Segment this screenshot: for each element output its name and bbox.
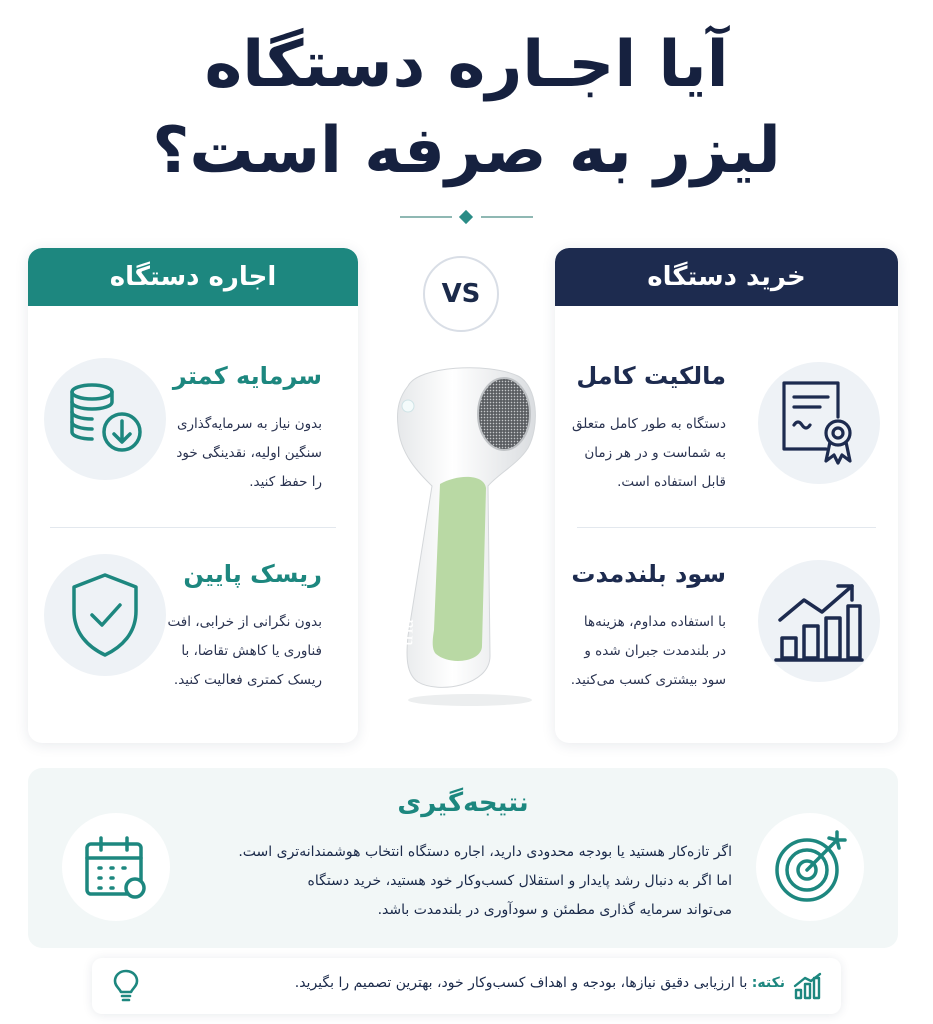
desc-line: قابل استفاده است. [617, 474, 726, 490]
desc-line: سود بیشتری کسب می‌کنید. [570, 672, 726, 688]
rent-feature-title: ریسک پایین [183, 560, 322, 588]
buy-feature-title: سود بلندمدت [571, 560, 726, 588]
conclusion-line: اگر تازه‌کار هستید یا بودجه محدودی دارید، اجاره دستگاه انتخاب هوشمندانه‌تری است. [238, 844, 732, 860]
conclusion-panel [28, 768, 898, 948]
rent-card [28, 248, 358, 743]
calendar-icon [62, 813, 170, 921]
desc-line: به شماست و در هر زمان [584, 445, 726, 461]
rent-feature-low-capital [28, 332, 358, 532]
certificate-icon [758, 362, 880, 484]
tip-body: با ارزیابی دقیق نیازها، بودجه و اهداف کسب‌وکار خود، بهترین تصمیم را بگیرید. [294, 975, 752, 991]
desc-line: در بلندمدت جبران شده و [584, 643, 726, 659]
buy-feature-desc [572, 410, 726, 497]
buy-feature-ownership [555, 332, 898, 532]
conclusion-line: می‌تواند سرمایه گذاری مطمئن و سودآوری در بلندمدت باشد. [377, 902, 732, 918]
vs-badge: VS [423, 256, 499, 332]
rent-feature-desc [167, 608, 322, 695]
divider [577, 527, 876, 528]
laser-device-icon [378, 356, 553, 706]
rent-feature-low-risk [28, 534, 358, 734]
desc-line: بدون نیاز به سرمایه‌گذاری [176, 416, 322, 432]
coins-download-icon [44, 358, 166, 480]
buy-card-header: خرید دستگاه [555, 248, 898, 306]
desc-line: سنگین اولیه، نقدینگی خود [176, 445, 322, 461]
desc-line: با استفاده مداوم، هزینه‌ها [583, 614, 726, 630]
laser-device-image [378, 356, 553, 706]
desc-line: بدون نگرانی از خرابی، افت [167, 614, 322, 630]
shield-check-icon [44, 554, 166, 676]
lightbulb-icon [112, 968, 140, 1008]
desc-line: دستگاه به طور کامل متعلق [572, 416, 726, 432]
buy-feature-title: مالکیت کامل [576, 362, 726, 390]
buy-feature-desc [571, 608, 726, 695]
conclusion-text [188, 838, 732, 925]
conclusion-line: اما اگر به دنبال رشد پایدار و استقلال کسب‌وکار خود هستید، خرید دستگاه [307, 873, 732, 889]
desc-line: را حفظ کنید. [249, 474, 322, 490]
tip-text [152, 975, 785, 991]
device-brand: tria [395, 618, 418, 647]
title-divider [400, 210, 533, 224]
desc-line: ریسک کمتری فعالیت کنید. [173, 672, 322, 688]
title-line-2: لیزر به صرفه است؟ [152, 114, 781, 188]
tip-note [92, 958, 841, 1014]
rent-feature-desc [176, 410, 322, 497]
buy-feature-long-term-profit [555, 534, 898, 734]
target-icon [756, 813, 864, 921]
growth-chart-icon [758, 560, 880, 682]
rent-card-header: اجاره دستگاه [28, 248, 358, 306]
title-line-1: آیا اجـاره دستگاه [204, 28, 729, 102]
divider [50, 527, 336, 528]
rent-feature-title: سرمایه کمتر [172, 362, 322, 390]
page-title [0, 22, 933, 194]
conclusion-title: نتیجه‌گیری [397, 788, 529, 818]
desc-line: فناوری یا کاهش تقاضا، با [181, 643, 322, 659]
bar-chart-icon [793, 972, 823, 1004]
buy-card [555, 248, 898, 743]
tip-label: نکته: [751, 975, 785, 991]
